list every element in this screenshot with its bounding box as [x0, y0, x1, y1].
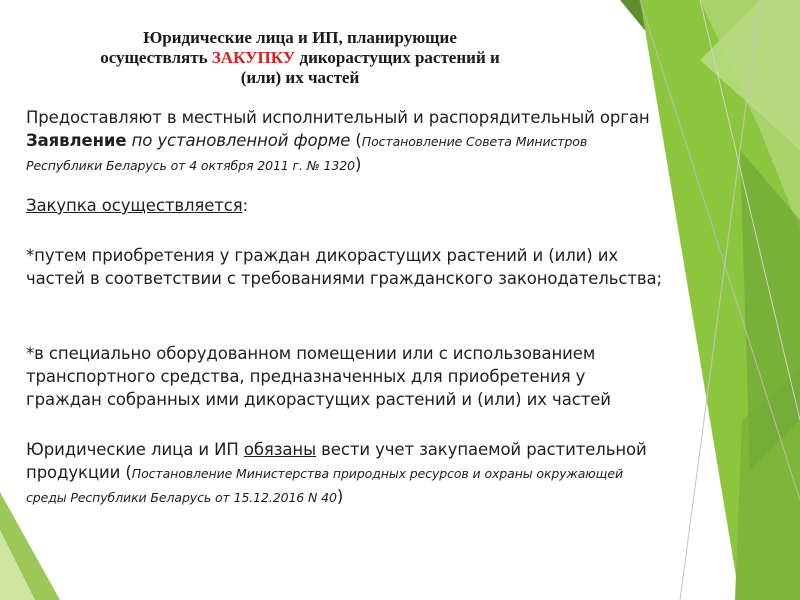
para5-text-1: Юридические лица и ИП — [26, 440, 244, 459]
title-line-2 — [40, 48, 560, 68]
para5-reference: Постановление Министерства природных ресурсов и охраны окружающей среды Республики Беларусь от 15.12.2016 N 40 — [26, 466, 623, 505]
paragraph-accounting — [26, 438, 666, 509]
para5-underlined: обязаны — [243, 440, 317, 459]
para1-text: Предоставляют в местный исполнительный и распорядительный орган — [26, 108, 650, 127]
para5-paren-open: ( — [125, 463, 132, 482]
list-item: *путем приобретения у граждан дикорастущих растений и (или) их частей в соответствии с требованиями гражданского законодательства; — [26, 246, 662, 288]
para5-text-2: вести учет закупаемой растительной продукции — [26, 440, 647, 482]
para5-paren-close: ) — [336, 487, 344, 506]
para1-paren-close: ) — [354, 155, 362, 174]
slide-title — [40, 28, 560, 88]
heading-underlined: Закупка осуществляется — [26, 196, 243, 215]
title-line-1: Юридические лица и ИП, планирующие — [143, 28, 457, 47]
heading-colon: : — [242, 196, 249, 215]
title-line-3: (или) их частей — [240, 68, 360, 87]
para1-paren-open: ( — [350, 131, 362, 150]
para1-bold: Заявление — [26, 131, 127, 150]
list-item: *в специально оборудованном помещении или с использованием транспортного средства, предназначенных для приобретения у граждан собранных ими дикорастущих растений и (или) их частей — [26, 344, 611, 409]
title-line-2-pre: осуществлять — [100, 48, 212, 67]
heading-purchase — [26, 194, 666, 217]
title-highlight: ЗАКУПКУ — [211, 48, 296, 67]
title-line-2-post: дикорастущих растений и — [295, 48, 500, 67]
para1-reference: Постановление Совета Министров Республики Беларусь от 4 октября 2011 г. № 1320 — [26, 134, 588, 173]
para1-italic: по установленной форме — [126, 131, 351, 150]
paragraph-application — [26, 106, 666, 177]
